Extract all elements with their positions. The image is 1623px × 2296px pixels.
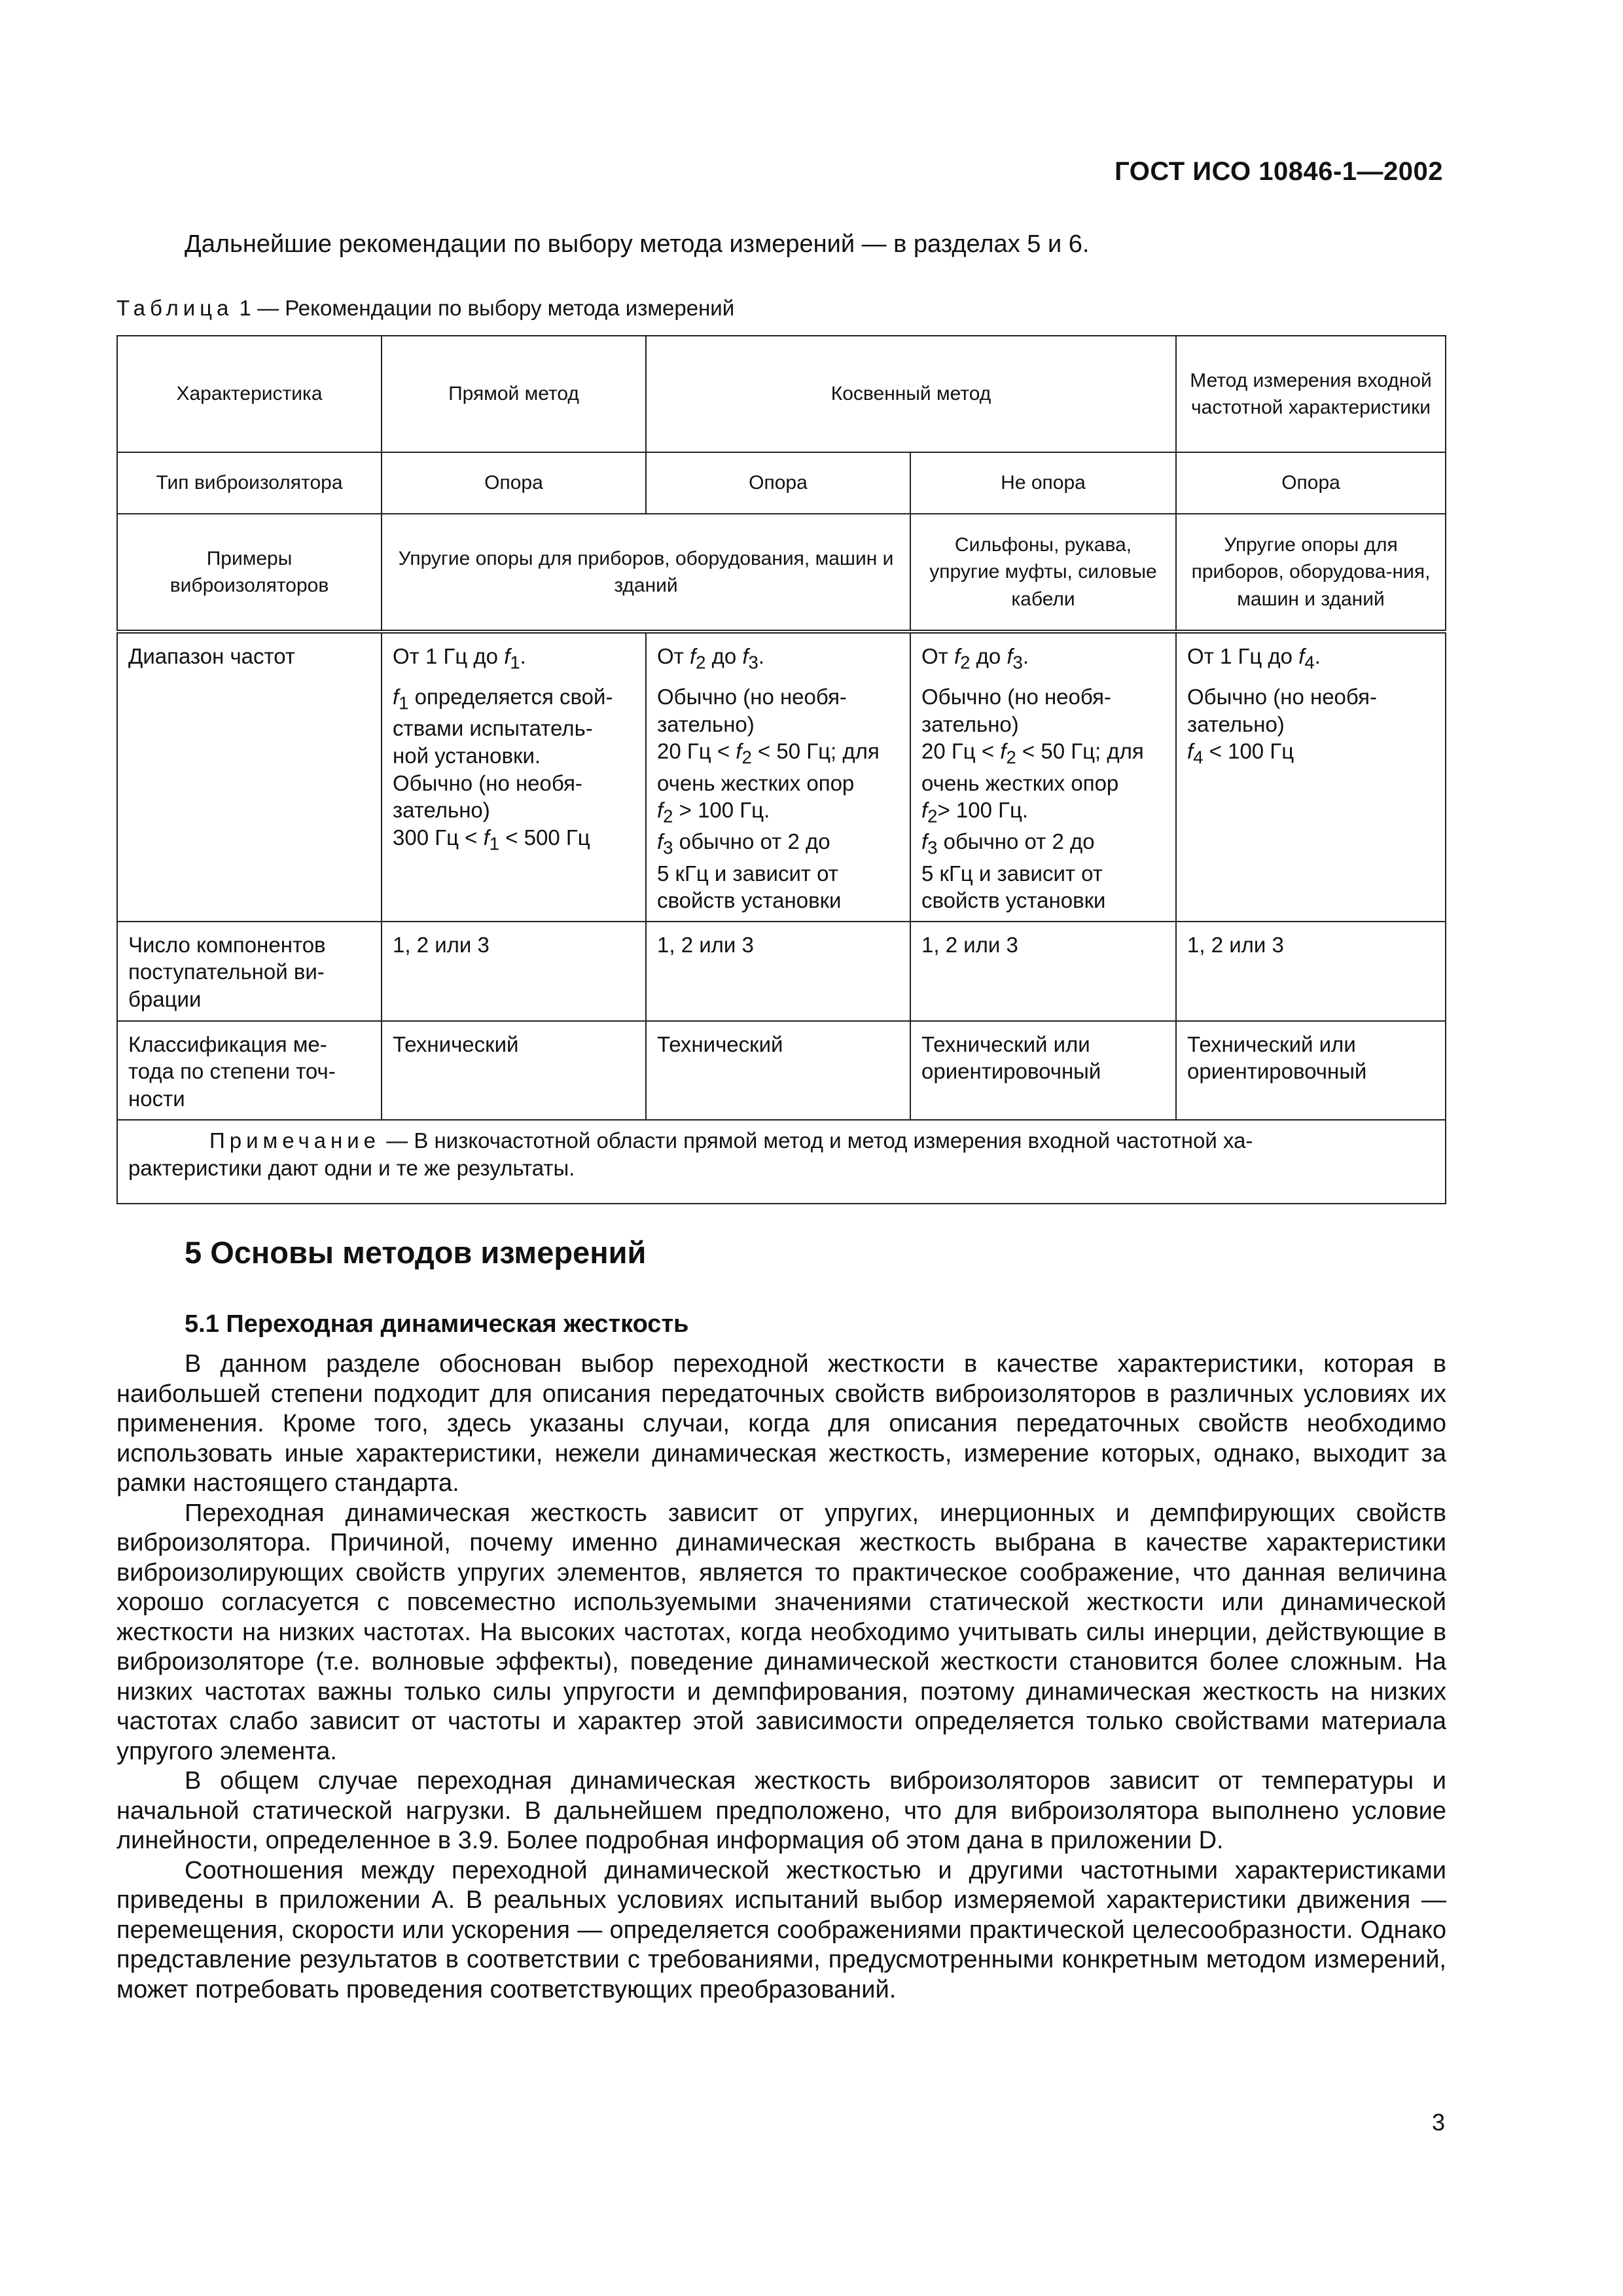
classification-indirect-nonsupport: Технический или ориентировочный bbox=[910, 1021, 1176, 1120]
table-row-note bbox=[117, 1120, 1446, 1204]
table-row-isolator-type bbox=[117, 452, 1446, 514]
examples-label: Примеры виброизоляторов bbox=[117, 514, 382, 632]
section-body bbox=[116, 1350, 1446, 2005]
components-indirect-support: 1, 2 или 3 bbox=[646, 922, 910, 1021]
table-row-classification bbox=[117, 1021, 1446, 1120]
classification-direct: Технический bbox=[382, 1021, 646, 1120]
frequency-indirect-support bbox=[646, 632, 910, 922]
frequency-indirect-nonsupport-note: Обычно (но необя- зательно) 20 Гц < $f_2 < 50$ Гц; для очень жестких опор $f_2> 100$ Гц. $f_3$ обычно от 2 до 5 кГц и зависит от свойств установки bbox=[921, 685, 1144, 913]
isolator-type-input: Опора bbox=[1176, 452, 1446, 514]
examples-input: Упругие опоры для приборов, оборудова-ния, машин и зданий bbox=[1176, 514, 1446, 632]
document-code: ГОСТ ИСО 10846-1—2002 bbox=[1115, 157, 1443, 186]
section-title: 5 Основы методов измерений bbox=[185, 1235, 647, 1270]
frequency-input bbox=[1176, 632, 1446, 922]
isolator-type-indirect-nonsupport: Не опора bbox=[910, 452, 1176, 514]
examples-direct-indirect: Упругие опоры для приборов, оборудования, машин и зданий bbox=[382, 514, 910, 632]
body-paragraph: Соотношения между переходной динамической жесткостью и другими частотными характеристиками приведены в приложении А. В реальных условиях испытаний выбор измеряемой характеристики движения — перемещения, скорости или ускорения — определяется соображениями практической целесообразности. Однако представление результатов в соответствии с требованиями, предусмотренными конкретным методом измерений, может потребовать проведения соответствующих преобразований. bbox=[116, 1856, 1446, 2003]
subsection-title: 5.1 Переходная динамическая жесткость bbox=[185, 1310, 689, 1338]
header-direct-method: Прямой метод bbox=[382, 336, 646, 452]
frequency-indirect-support-range: От $f_2$ до $f_3$. bbox=[657, 644, 765, 673]
frequency-direct bbox=[382, 632, 646, 922]
table-caption bbox=[116, 296, 734, 321]
body-paragraph: В общем случае переходная динамическая жесткость виброизоляторов зависит от температуры и начальной статической нагрузки. В дальнейшем предположено, что для виброизолятора выполнено условие линейности, определенное в 3.9. Более подробная информация об этом дана в приложении D. bbox=[116, 1767, 1446, 1854]
header-characteristic: Характеристика bbox=[117, 336, 382, 452]
page-number: 3 bbox=[1431, 2109, 1445, 2136]
table-caption-word: Таблица bbox=[116, 296, 234, 320]
table-row-frequency bbox=[117, 632, 1446, 922]
classification-input: Технический или ориентировочный bbox=[1176, 1021, 1446, 1120]
components-direct: 1, 2 или 3 bbox=[382, 922, 646, 1021]
header-input-method: Метод измерения входной частотной характеристики bbox=[1176, 336, 1446, 452]
table-caption-title: 1 — Рекомендации по выбору метода измерений bbox=[233, 296, 735, 320]
isolator-type-direct: Опора bbox=[382, 452, 646, 514]
components-indirect-nonsupport: 1, 2 или 3 bbox=[910, 922, 1176, 1021]
frequency-input-note: Обычно (но необя- зательно) $f_4 < 100$ Гц bbox=[1187, 685, 1377, 768]
frequency-indirect-support-note: Обычно (но необя- зательно) 20 Гц < $f_2 < 50$ Гц; для очень жестких опор $f_2 > 100$ Гц. $f_3$ обычно от 2 до 5 кГц и зависит от свойств установки bbox=[657, 685, 880, 913]
table-row-components bbox=[117, 922, 1446, 1021]
body-paragraph: В данном разделе обоснован выбор переходной жесткости в качестве характеристики, которая в наибольшей степени подходит для описания передаточных свойств виброизоляторов в различных условиях их применения. Кроме того, здесь указаны случаи, когда для описания передаточных свойств необходимо использовать иные характеристики, нежели динамическая жесткость, измерение которых, однако, выходит за рамки настоящего стандарта. bbox=[116, 1350, 1446, 1497]
table-row-examples bbox=[117, 514, 1446, 632]
header-indirect-method: Косвенный метод bbox=[646, 336, 1176, 452]
classification-label: Классификация ме- тода по степени точ- ности bbox=[117, 1021, 382, 1120]
table-note: Примечание — В низкочастотной области прямой метод и метод измерения входной частотной ха- рактеристики дают одни и те же результаты. bbox=[117, 1120, 1446, 1204]
isolator-type-label: Тип виброизолятора bbox=[117, 452, 382, 514]
frequency-direct-note: $f_1$ определяется свой- ствами испытатель- ной установки. Обычно (но необя- зательно) 300 Гц < $f_1 < 500$ Гц bbox=[393, 685, 613, 854]
frequency-input-range: От 1 Гц до $f_4$. bbox=[1187, 644, 1321, 673]
examples-nonsupport: Сильфоны, рукава, упругие муфты, силовые кабели bbox=[910, 514, 1176, 632]
table-header-row bbox=[117, 336, 1446, 452]
intro-text: Дальнейшие рекомендации по выбору метода измерений — в разделах 5 и 6. bbox=[185, 230, 1090, 258]
classification-indirect-support: Технический bbox=[646, 1021, 910, 1120]
table-note-word: Примечание bbox=[209, 1128, 381, 1153]
body-paragraph: Переходная динамическая жесткость зависит от упругих, инерционных и демпфирующих свойств виброизолятора. Причиной, почему именно динамическая жесткость выбрана в качестве характеристики виброизолирующих свойств упругих элементов, является то практическое соображение, что данная величина хорошо согласуется с повсеместно используемыми значениями статической жесткости или динамической жесткости на низких частотах. На высоких частотах, когда необходимо учитывать силы инерции, действующие в виброизоляторе (т.е. волновые эффекты), поведение динамической жесткости становится более сложным. На низких частотах важны только силы упругости и демпфирования, поэтому динамическая жесткость на низких частотах слабо зависит от частоты и характер этой зависимости определяется только свойствами материала упругого элемента. bbox=[116, 1499, 1446, 1765]
isolator-type-indirect-support: Опора bbox=[646, 452, 910, 514]
recommendation-table bbox=[116, 335, 1446, 1204]
frequency-indirect-nonsupport bbox=[910, 632, 1176, 922]
frequency-label: Диапазон частот bbox=[117, 632, 382, 922]
frequency-indirect-nonsupport-range: От $f_2$ до $f_3$. bbox=[921, 644, 1029, 673]
components-input: 1, 2 или 3 bbox=[1176, 922, 1446, 1021]
frequency-direct-range: От 1 Гц до $f_1$. bbox=[393, 644, 526, 673]
components-label: Число компонентов поступательной ви- брации bbox=[117, 922, 382, 1021]
